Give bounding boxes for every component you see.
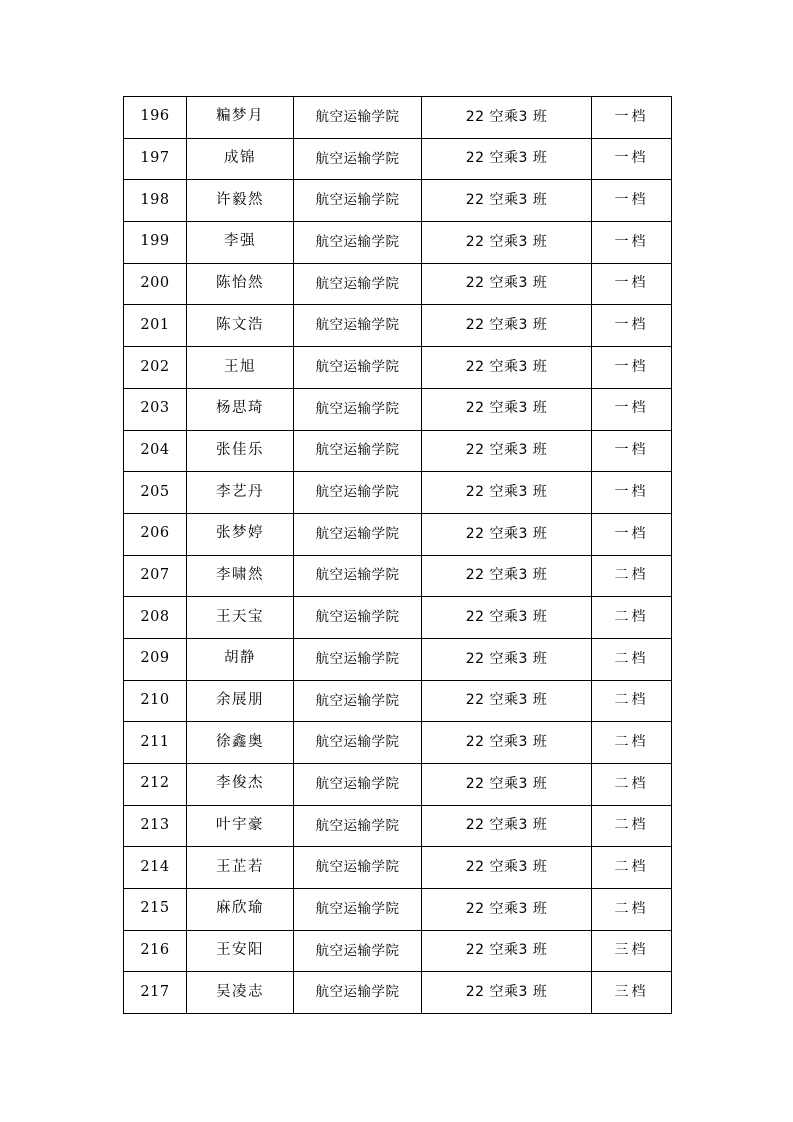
- level-cell: 二档: [592, 847, 672, 889]
- class-cell: 22 空乘3 班: [422, 972, 592, 1014]
- table-row: [124, 180, 672, 222]
- department-cell: 航空运输学院: [294, 388, 422, 430]
- class-cell: 22 空乘3 班: [422, 764, 592, 806]
- student-name-cell: 余展朋: [187, 680, 294, 722]
- student-name-cell: 王安阳: [187, 930, 294, 972]
- class-cell: 22 空乘3 班: [422, 138, 592, 180]
- table-row: [124, 889, 672, 931]
- department-cell: 航空运输学院: [294, 222, 422, 264]
- level-cell: 一档: [592, 97, 672, 139]
- student-name-cell: 麻欣瑜: [187, 889, 294, 931]
- student-name-cell: 叶宇豪: [187, 805, 294, 847]
- row-number-cell: 196: [124, 97, 187, 139]
- table-row: [124, 97, 672, 139]
- row-number-cell: 197: [124, 138, 187, 180]
- row-number-cell: 210: [124, 680, 187, 722]
- student-name-cell: 糄梦月: [187, 97, 294, 139]
- row-number-cell: 215: [124, 889, 187, 931]
- department-cell: 航空运输学院: [294, 263, 422, 305]
- roster-table-body: [124, 97, 672, 1014]
- level-cell: 二档: [592, 722, 672, 764]
- department-cell: 航空运输学院: [294, 472, 422, 514]
- class-cell: 22 空乘3 班: [422, 805, 592, 847]
- class-cell: 22 空乘3 班: [422, 472, 592, 514]
- department-cell: 航空运输学院: [294, 847, 422, 889]
- level-cell: 一档: [592, 513, 672, 555]
- department-cell: 航空运输学院: [294, 555, 422, 597]
- table-row: [124, 972, 672, 1014]
- table-row: [124, 430, 672, 472]
- row-number-cell: 209: [124, 638, 187, 680]
- student-name-cell: 王芷若: [187, 847, 294, 889]
- class-cell: 22 空乘3 班: [422, 889, 592, 931]
- student-name-cell: 李艺丹: [187, 472, 294, 514]
- table-row: [124, 680, 672, 722]
- roster-table: [123, 96, 672, 1014]
- department-cell: 航空运输学院: [294, 805, 422, 847]
- department-cell: 航空运输学院: [294, 722, 422, 764]
- row-number-cell: 212: [124, 764, 187, 806]
- row-number-cell: 213: [124, 805, 187, 847]
- row-number-cell: 198: [124, 180, 187, 222]
- class-cell: 22 空乘3 班: [422, 97, 592, 139]
- student-name-cell: 许毅然: [187, 180, 294, 222]
- level-cell: 二档: [592, 764, 672, 806]
- table-row: [124, 847, 672, 889]
- department-cell: 航空运输学院: [294, 347, 422, 389]
- level-cell: 一档: [592, 430, 672, 472]
- class-cell: 22 空乘3 班: [422, 555, 592, 597]
- level-cell: 一档: [592, 472, 672, 514]
- department-cell: 航空运输学院: [294, 930, 422, 972]
- student-name-cell: 成锦: [187, 138, 294, 180]
- department-cell: 航空运输学院: [294, 889, 422, 931]
- level-cell: 一档: [592, 388, 672, 430]
- department-cell: 航空运输学院: [294, 680, 422, 722]
- level-cell: 二档: [592, 889, 672, 931]
- table-row: [124, 638, 672, 680]
- department-cell: 航空运输学院: [294, 638, 422, 680]
- student-name-cell: 张梦婷: [187, 513, 294, 555]
- roster-table-container: [123, 96, 671, 1014]
- row-number-cell: 203: [124, 388, 187, 430]
- student-name-cell: 李俊杰: [187, 764, 294, 806]
- row-number-cell: 216: [124, 930, 187, 972]
- table-row: [124, 138, 672, 180]
- row-number-cell: 204: [124, 430, 187, 472]
- table-row: [124, 555, 672, 597]
- student-name-cell: 李啸然: [187, 555, 294, 597]
- student-name-cell: 吴凌志: [187, 972, 294, 1014]
- student-name-cell: 胡静: [187, 638, 294, 680]
- department-cell: 航空运输学院: [294, 305, 422, 347]
- level-cell: 二档: [592, 805, 672, 847]
- department-cell: 航空运输学院: [294, 513, 422, 555]
- level-cell: 二档: [592, 680, 672, 722]
- class-cell: 22 空乘3 班: [422, 597, 592, 639]
- level-cell: 二档: [592, 638, 672, 680]
- level-cell: 三档: [592, 930, 672, 972]
- department-cell: 航空运输学院: [294, 972, 422, 1014]
- department-cell: 航空运输学院: [294, 430, 422, 472]
- row-number-cell: 199: [124, 222, 187, 264]
- table-row: [124, 764, 672, 806]
- class-cell: 22 空乘3 班: [422, 305, 592, 347]
- table-row: [124, 305, 672, 347]
- department-cell: 航空运输学院: [294, 97, 422, 139]
- department-cell: 航空运输学院: [294, 138, 422, 180]
- table-row: [124, 388, 672, 430]
- row-number-cell: 202: [124, 347, 187, 389]
- row-number-cell: 207: [124, 555, 187, 597]
- student-name-cell: 杨思琦: [187, 388, 294, 430]
- department-cell: 航空运输学院: [294, 180, 422, 222]
- class-cell: 22 空乘3 班: [422, 263, 592, 305]
- level-cell: 二档: [592, 597, 672, 639]
- table-row: [124, 263, 672, 305]
- table-row: [124, 513, 672, 555]
- table-row: [124, 930, 672, 972]
- row-number-cell: 201: [124, 305, 187, 347]
- table-row: [124, 805, 672, 847]
- level-cell: 一档: [592, 305, 672, 347]
- row-number-cell: 211: [124, 722, 187, 764]
- student-name-cell: 张佳乐: [187, 430, 294, 472]
- class-cell: 22 空乘3 班: [422, 388, 592, 430]
- row-number-cell: 200: [124, 263, 187, 305]
- level-cell: 一档: [592, 180, 672, 222]
- class-cell: 22 空乘3 班: [422, 347, 592, 389]
- department-cell: 航空运输学院: [294, 597, 422, 639]
- table-row: [124, 597, 672, 639]
- class-cell: 22 空乘3 班: [422, 513, 592, 555]
- level-cell: 一档: [592, 222, 672, 264]
- class-cell: 22 空乘3 班: [422, 638, 592, 680]
- level-cell: 一档: [592, 263, 672, 305]
- department-cell: 航空运输学院: [294, 764, 422, 806]
- student-name-cell: 李强: [187, 222, 294, 264]
- class-cell: 22 空乘3 班: [422, 430, 592, 472]
- class-cell: 22 空乘3 班: [422, 847, 592, 889]
- student-name-cell: 徐鑫奥: [187, 722, 294, 764]
- row-number-cell: 206: [124, 513, 187, 555]
- level-cell: 三档: [592, 972, 672, 1014]
- class-cell: 22 空乘3 班: [422, 180, 592, 222]
- class-cell: 22 空乘3 班: [422, 680, 592, 722]
- student-name-cell: 王天宝: [187, 597, 294, 639]
- class-cell: 22 空乘3 班: [422, 222, 592, 264]
- row-number-cell: 217: [124, 972, 187, 1014]
- class-cell: 22 空乘3 班: [422, 722, 592, 764]
- level-cell: 二档: [592, 555, 672, 597]
- table-row: [124, 472, 672, 514]
- row-number-cell: 208: [124, 597, 187, 639]
- row-number-cell: 214: [124, 847, 187, 889]
- row-number-cell: 205: [124, 472, 187, 514]
- student-name-cell: 王旭: [187, 347, 294, 389]
- level-cell: 一档: [592, 138, 672, 180]
- table-row: [124, 722, 672, 764]
- table-row: [124, 222, 672, 264]
- class-cell: 22 空乘3 班: [422, 930, 592, 972]
- level-cell: 一档: [592, 347, 672, 389]
- student-name-cell: 陈怡然: [187, 263, 294, 305]
- student-name-cell: 陈文浩: [187, 305, 294, 347]
- table-row: [124, 347, 672, 389]
